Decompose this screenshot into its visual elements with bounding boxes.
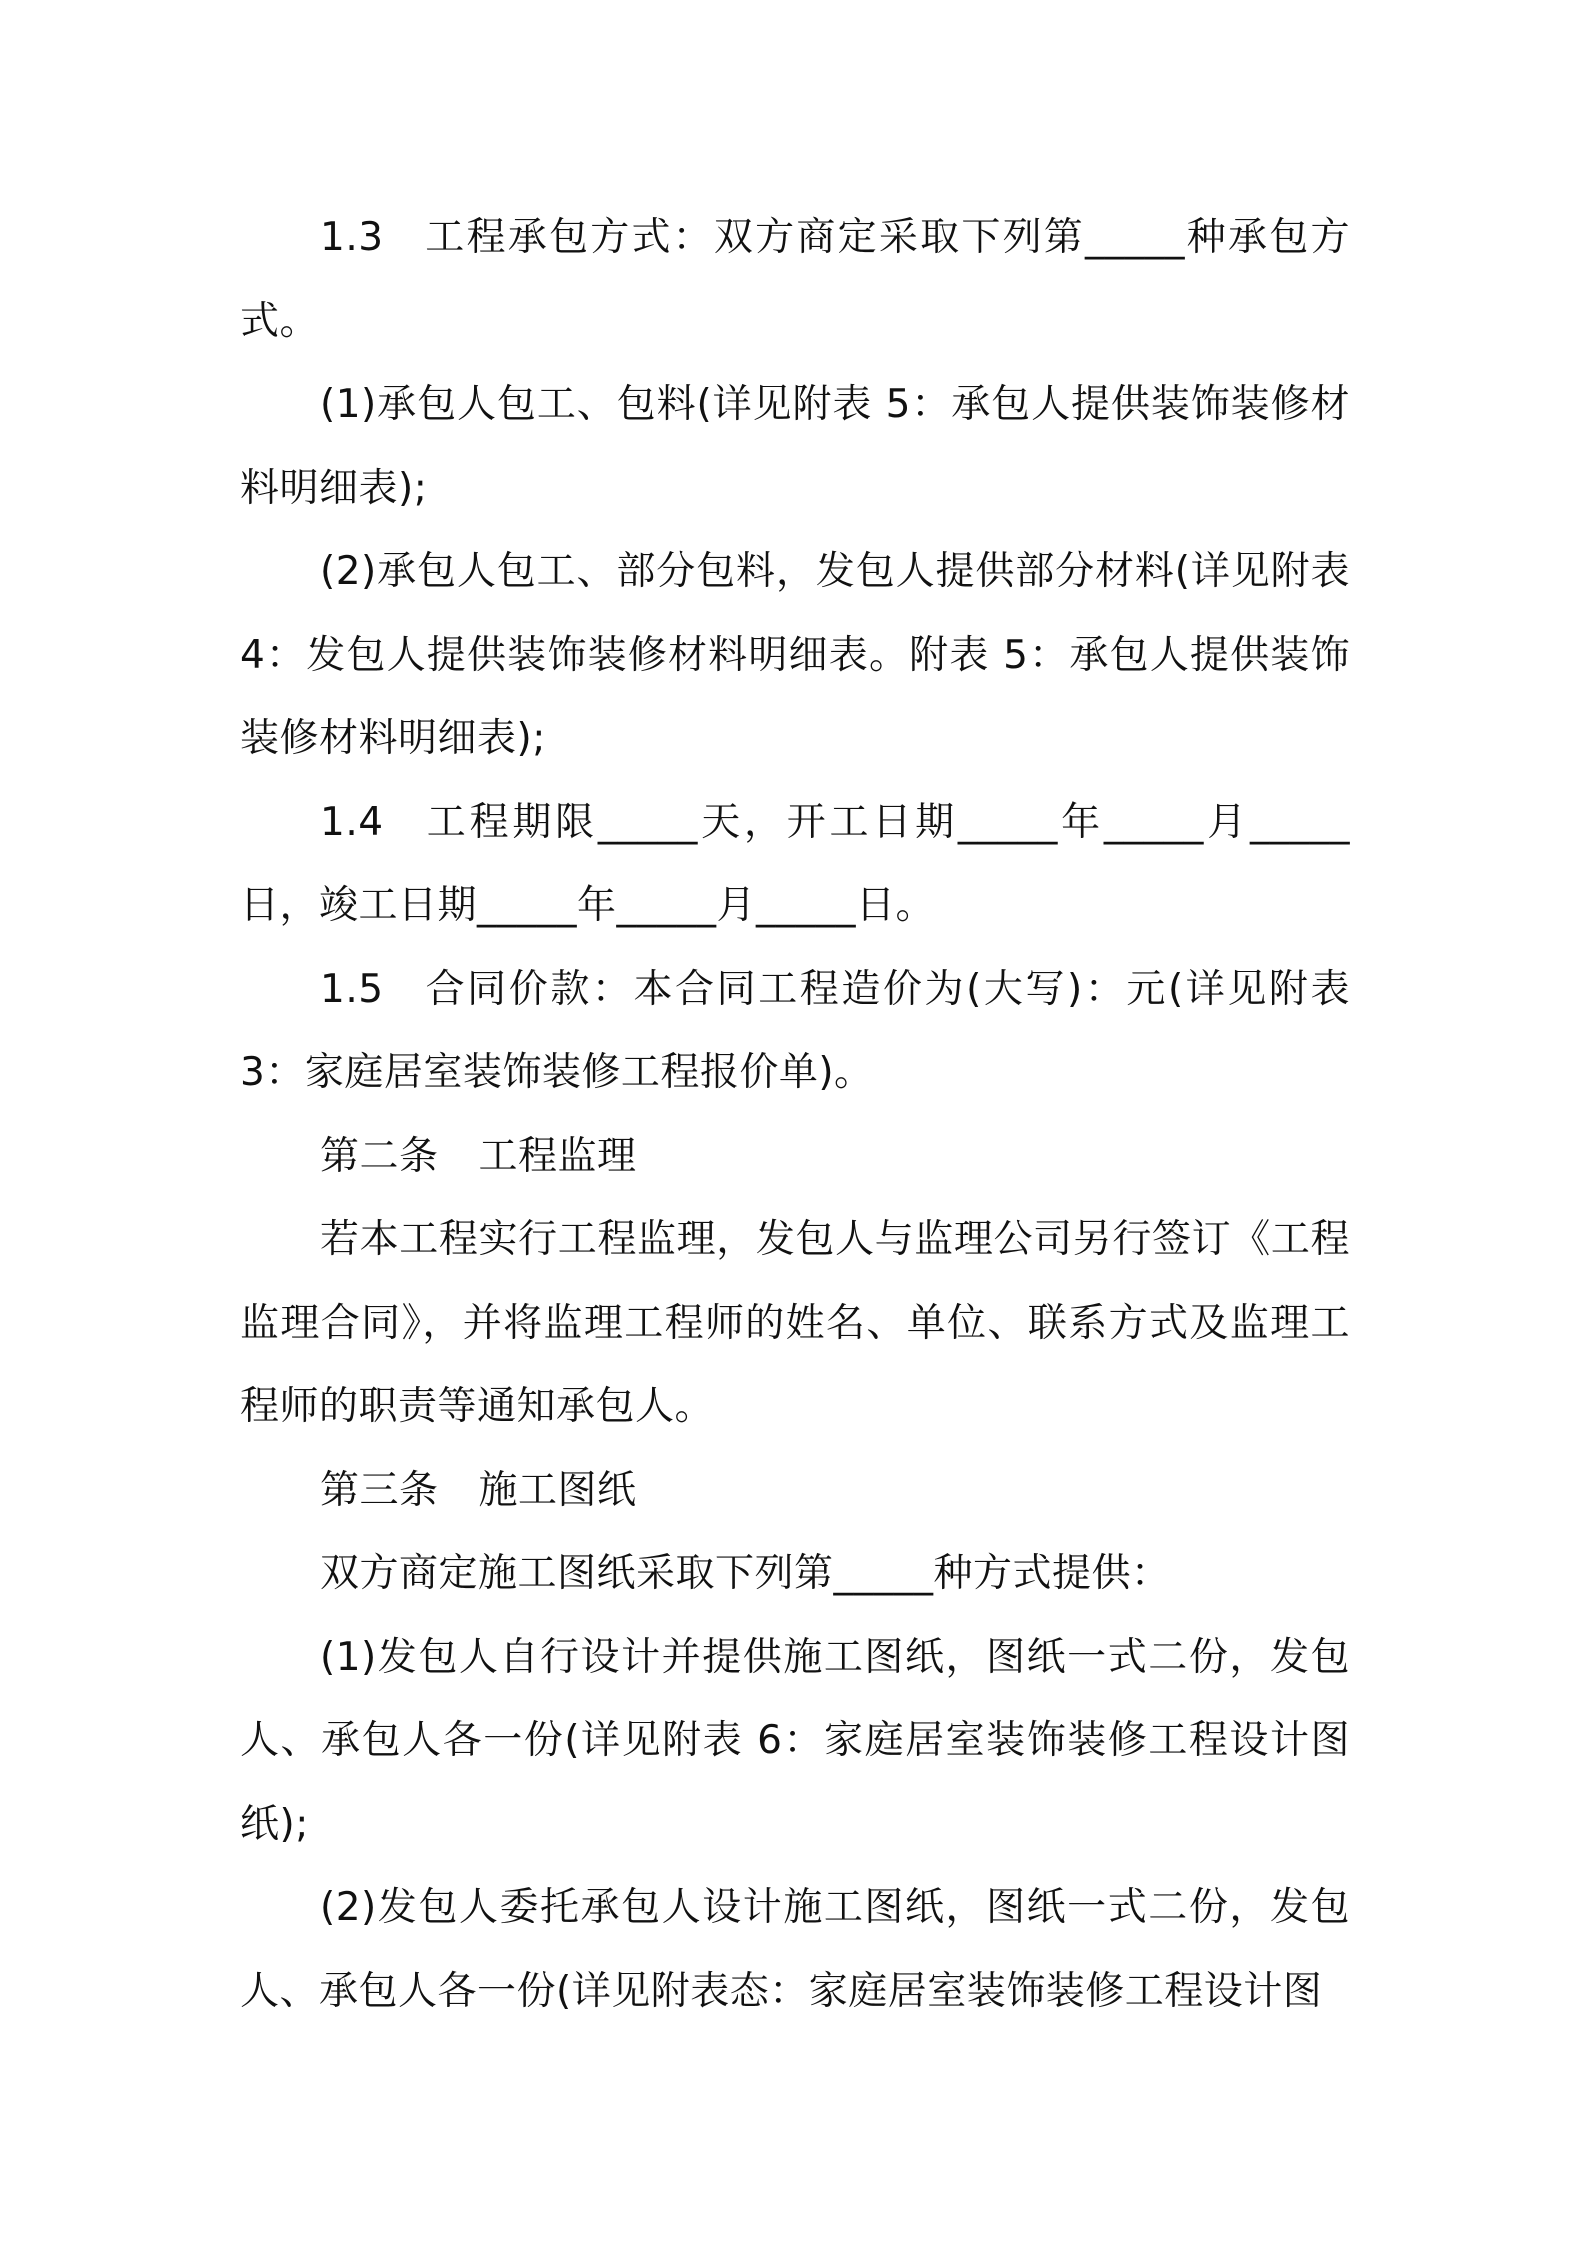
document-body [240,196,1350,2033]
clause-1-4 [240,781,1350,948]
option-text: (2)承包人包工、部分包料，发包人提供部分材料(详见附表 4：发包人提供装饰装修材料明细表。附表 5：承包人提供装饰装修材料明细表); [240,549,1350,761]
section-title: 工程监理 [478,1133,637,1179]
section-2-body: 若本工程实行工程监理，发包人与监理公司另行签订《工程监理合同》，并将监理工程师的姓名、单位、联系方式及监理工程师的职责等通知承包人。 [240,1217,1350,1429]
option-text: (1)承包人包工、包料(详见附表 5：承包人提供装饰装修材料明细表); [240,382,1350,511]
clause-text: 合同价款：本合同工程造价为(大写)：元(详见附表 3：家庭居室装饰装修工程报价单)。 [240,966,1350,1095]
clause-text: 工程承包方式：双方商定采取下列第_____种承包方式。 [240,215,1350,344]
section-number: 第三条 [320,1467,439,1513]
clause-1-5 [240,948,1350,1115]
clause-number: 1.3 [320,215,384,260]
section-title: 施工图纸 [478,1467,637,1513]
section-2-heading [240,1115,1350,1199]
option-2 [240,530,1350,781]
clause-text: 工程期限_____天，开工日期_____年_____月_____日，竣工日期_____年_____月_____日。 [240,799,1350,928]
option-1 [240,363,1350,530]
section-number: 第二条 [320,1133,439,1179]
section-3-item-1: (1)发包人自行设计并提供施工图纸，图纸一式二份，发包人、承包人各一份(详见附表 6：家庭居室装饰装修工程设计图纸); [240,1634,1350,1847]
clause-1-3 [240,196,1350,363]
section-3-item-2: (2)发包人委托承包人设计施工图纸，图纸一式二份，发包人、承包人各一份(详见附表态：家庭居室装饰装修工程设计图 [240,1885,1350,2014]
clause-number: 1.5 [320,966,384,1012]
section-3-heading [240,1449,1350,1533]
clause-number: 1.4 [320,799,384,845]
section-3-intro: 双方商定施工图纸采取下列第_____种方式提供： [320,1551,1171,1596]
